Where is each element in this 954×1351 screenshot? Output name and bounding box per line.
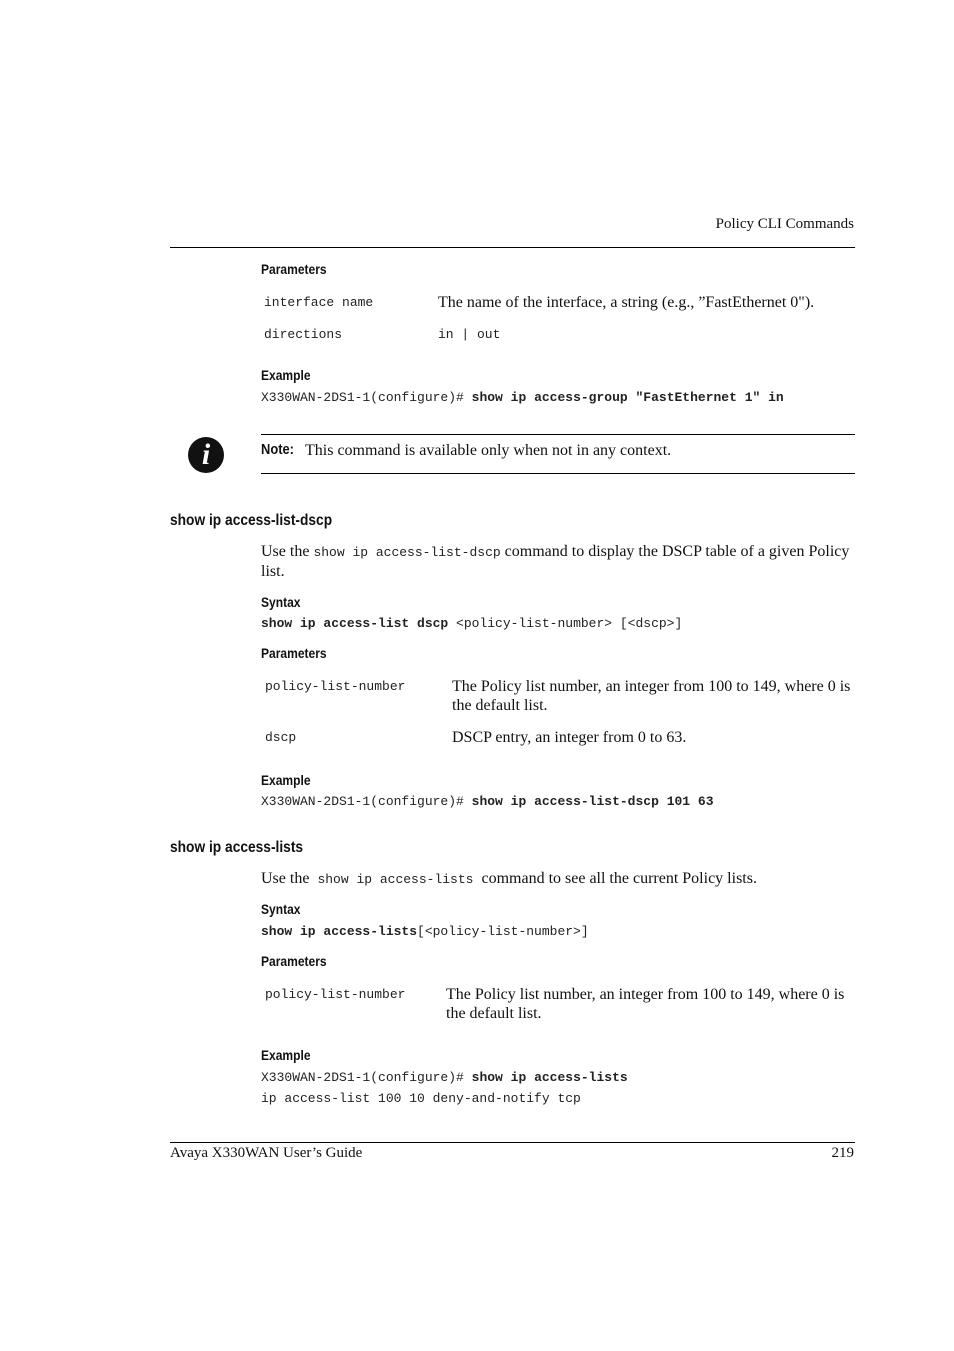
lists-intro: Use the show ip access-lists command to see all the current Policy lists. — [261, 870, 757, 887]
note-top-rule — [261, 434, 855, 435]
running-header: Policy CLI Commands — [715, 216, 854, 232]
footer-rule — [170, 1142, 855, 1143]
syntax-code — [261, 616, 682, 631]
parameters-heading: Parameters — [261, 953, 327, 969]
param-name-policy-list-number: policy-list-number — [265, 679, 406, 694]
example-command: show ip access-group "FastEthernet 1" in — [471, 390, 784, 405]
example-heading: Example — [261, 1047, 311, 1063]
example-code — [261, 794, 714, 809]
param-name-interface: interface name — [264, 295, 374, 310]
footer-guide-title: Avaya X330WAN User’s Guide — [170, 1145, 363, 1161]
syntax-heading: Syntax — [261, 901, 301, 917]
example-prompt: X330WAN-2DS1-1(configure)# — [261, 390, 464, 405]
parameters-heading: Parameters — [261, 261, 327, 277]
param-desc-policy-list-number: The Policy list number, an integer from 100 to 149, where 0 is the default list. — [446, 986, 845, 1022]
syntax-args: [<policy-list-number>] — [417, 924, 589, 939]
syntax-heading: Syntax — [261, 594, 301, 610]
note-text: This command is available only when not in any context. — [305, 442, 672, 459]
param-name-dscp: dscp — [265, 730, 297, 745]
syntax-command: show ip access-list dscp — [261, 616, 449, 631]
example-prompt: X330WAN-2DS1-1(configure)# — [261, 794, 464, 809]
note-bottom-rule — [261, 473, 855, 474]
example-heading: Example — [261, 367, 311, 383]
parameters-heading: Parameters — [261, 645, 327, 661]
param-desc-policy-list-number: The Policy list number, an integer from 100 to 149, where 0 is the default list. — [452, 678, 851, 714]
section-title-lists: show ip access-lists — [170, 839, 304, 856]
example-heading: Example — [261, 772, 311, 788]
example-command: show ip access-lists — [471, 1070, 628, 1085]
example-code — [261, 390, 784, 405]
note — [261, 441, 672, 459]
example-prompt: X330WAN-2DS1-1(configure)# — [261, 1070, 464, 1085]
param-name-directions: directions — [264, 327, 343, 342]
syntax-args: <policy-list-number> [<dscp>] — [456, 616, 683, 631]
header-rule — [170, 247, 855, 248]
example-code — [261, 1070, 628, 1085]
syntax-command: show ip access-lists — [261, 924, 418, 939]
note-label: Note: — [261, 441, 294, 458]
param-name-policy-list-number: policy-list-number — [265, 987, 406, 1002]
page-number: 219 — [831, 1145, 854, 1161]
syntax-code — [261, 924, 589, 939]
info-icon: i — [188, 437, 224, 473]
example-output: ip access-list 100 10 deny-and-notify tcp — [261, 1091, 581, 1106]
param-desc-interface: The name of the interface, a string (e.g., ”FastEthernet 0"). — [438, 294, 815, 311]
param-desc-dscp: DSCP entry, an integer from 0 to 63. — [452, 729, 687, 746]
example-command: show ip access-list-dscp 101 63 — [471, 794, 714, 809]
dscp-intro: Use the show ip access-list-dscp command to display the DSCP table of a given Policy list. — [261, 543, 850, 580]
param-desc-directions: in | out — [438, 327, 501, 342]
section-title-dscp: show ip access-list-dscp — [170, 512, 333, 529]
